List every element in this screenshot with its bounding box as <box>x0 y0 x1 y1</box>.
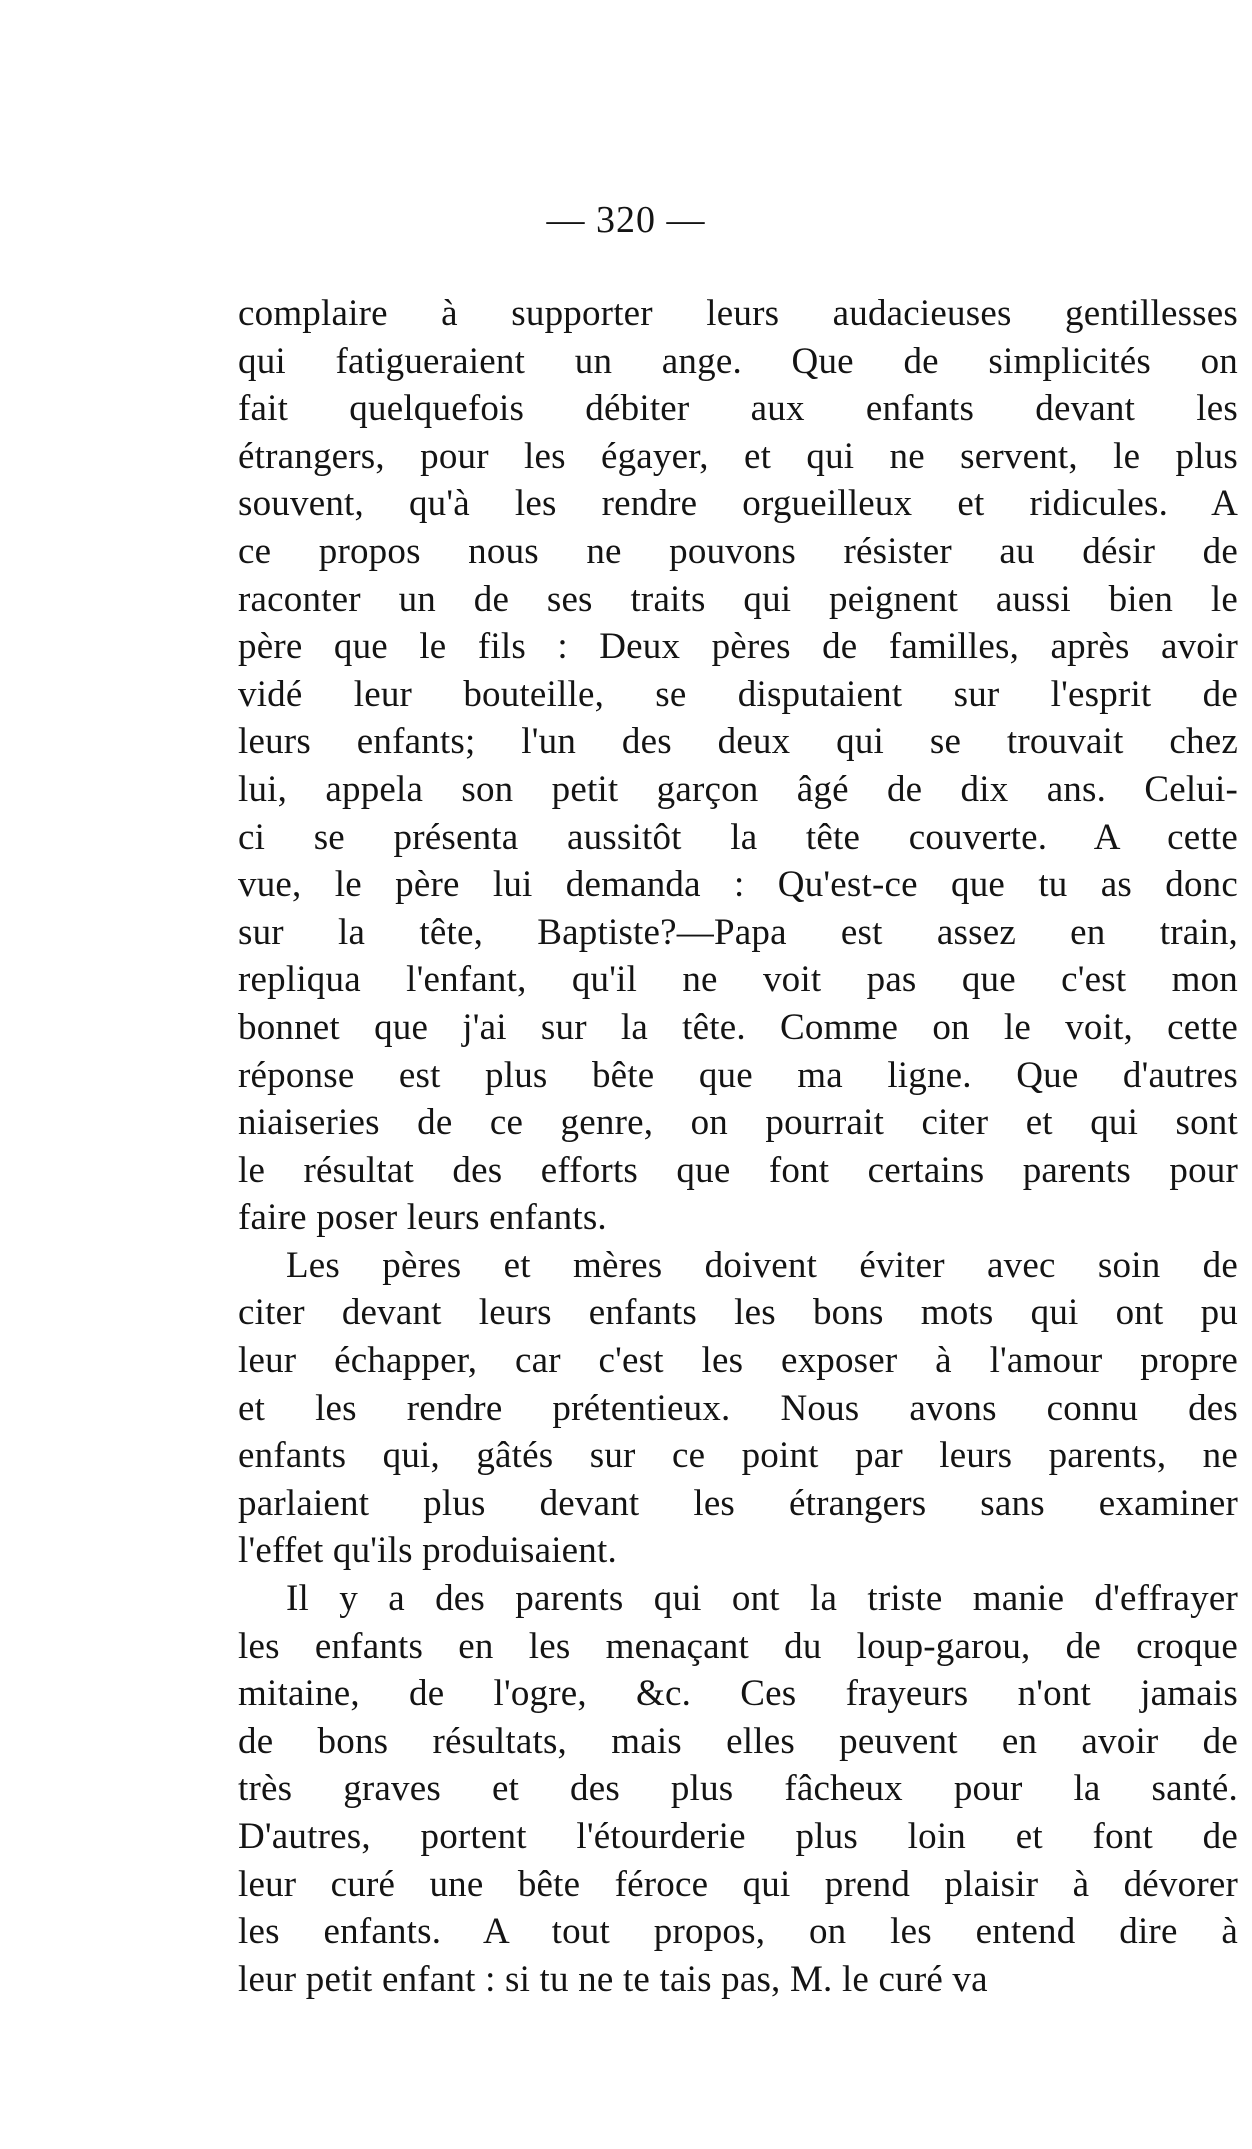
text-line: complaire à supporter leurs audacieuses gentillesses <box>238 293 1238 334</box>
text-line: leur petit enfant : si tu ne te tais pas, M. le curé va <box>238 1958 988 2000</box>
text-line: ce propos nous ne pouvons résister au désir de <box>238 530 1238 572</box>
text-line: lui, appela son petit garçon âgé de dix ans. Celui- <box>238 768 1238 810</box>
text-line: étrangers, pour les égayer, et qui ne servent, le plus <box>238 435 1238 477</box>
text-line: vidé leur bouteille, se disputaient sur l'esprit de <box>238 673 1238 715</box>
paragraph <box>238 290 1238 1242</box>
text-line: de bons résultats, mais elles peuvent en avoir de <box>238 1720 1238 1762</box>
paragraph <box>238 1242 1238 1575</box>
text-line: citer devant leurs enfants les bons mots qui ont pu <box>238 1292 1238 1334</box>
text-line: réponse est plus bête que ma ligne. Que d'autres <box>238 1054 1238 1096</box>
text-line: parlaient plus devant les étrangers sans examiner <box>238 1482 1238 1524</box>
text-line: enfants qui, gâtés sur ce point par leurs parents, ne <box>238 1435 1238 1477</box>
text-line: souvent, qu'à les rendre orgueilleux et ridicules. A <box>238 483 1238 525</box>
text-line: fait quelquefois débiter aux enfants devant les <box>238 388 1238 430</box>
page-number: — 320 — <box>546 199 706 241</box>
text-line: D'autres, portent l'étourderie plus loin et font de <box>238 1816 1238 1857</box>
body-text <box>238 290 1238 2003</box>
text-line: niaiseries de ce genre, on pourrait citer et qui sont <box>238 1102 1238 1144</box>
text-line: mitaine, de l'ogre, &c. Ces frayeurs n'ont jamais <box>238 1673 1238 1715</box>
text-line: très graves et des plus fâcheux pour la santé. <box>238 1768 1238 1810</box>
text-line: repliqua l'enfant, qu'il ne voit pas que c'est mon <box>238 959 1238 1001</box>
text-line: l'effet qu'ils produisaient. <box>238 1530 617 1572</box>
text-line: père que le fils : Deux pères de familles, après avoir <box>238 626 1238 668</box>
text-line: raconter un de ses traits qui peignent aussi bien le <box>238 578 1238 620</box>
text-line: qui fatigueraient un ange. Que de simplicités on <box>238 340 1238 382</box>
text-line: faire poser leurs enfants. <box>238 1197 607 1239</box>
text-line: Il y a des parents qui ont la triste manie d'effrayer <box>286 1578 1238 1620</box>
text-line: et les rendre prétentieux. Nous avons connu des <box>238 1387 1238 1429</box>
text-line: ci se présenta aussitôt la tête couverte. A cette <box>238 816 1238 858</box>
text-line: sur la tête, Baptiste?—Papa est assez en train, <box>238 911 1238 953</box>
text-line: les enfants. A tout propos, on les entend dire à <box>238 1911 1238 1953</box>
text-line: Les pères et mères doivent éviter avec soin de <box>286 1244 1238 1286</box>
text-line: leurs enfants; l'un des deux qui se trouvait chez <box>238 721 1238 763</box>
text-line: leur échapper, car c'est les exposer à l'amour propre <box>238 1340 1238 1382</box>
paragraph <box>238 1575 1238 2003</box>
text-line: leur curé une bête féroce qui prend plaisir à dévorer <box>238 1863 1238 1905</box>
text-line: bonnet que j'ai sur la tête. Comme on le voit, cette <box>238 1006 1238 1048</box>
text-line: le résultat des efforts que font certains parents pour <box>238 1149 1238 1191</box>
text-line: vue, le père lui demanda : Qu'est-ce que tu as donc <box>238 864 1238 906</box>
text-line: les enfants en les menaçant du loup-garou, de croque <box>238 1625 1238 1667</box>
